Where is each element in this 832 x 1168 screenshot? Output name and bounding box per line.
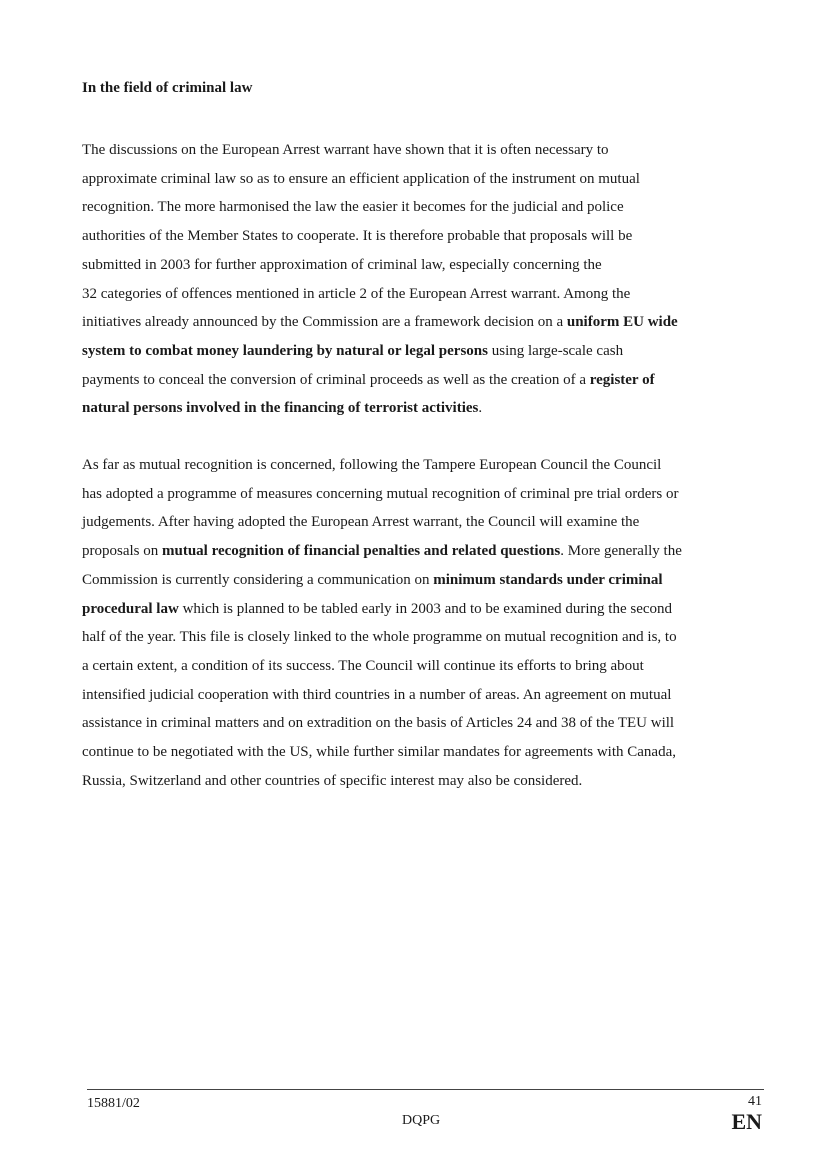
footer-divider [87,1089,764,1090]
bold-phrase: system to combat money laundering by natural or legal persons [82,342,488,359]
text-line: As far as mutual recognition is concerned, following the Tampere European Council the Council [82,457,662,473]
bold-phrase: register of [589,371,655,388]
text-run: initiatives already announced by the Commission are a framework decision on a [82,314,567,331]
text-line: The discussions on the European Arrest warrant have shown that it is often necessary to [82,142,609,158]
text-line [82,337,762,366]
text-line [82,394,762,423]
language-code: EN [731,1109,762,1134]
text-line: assistance in criminal matters and on extradition on the basis of Articles 24 and 38 of the TEU will [82,715,675,732]
text-line: has adopted a programme of measures concerning mutual recognition of criminal pre trial orders or [82,485,679,502]
bold-phrase: natural persons involved in the financing of terrorist activities [82,400,479,417]
text-line: continue to be negotiated with the US, while further similar mandates for agreements with Canada, [82,744,676,761]
document-reference: 15881/02 [87,1096,140,1111]
text-line: a certain extent, a condition of its success. The Council will continue its efforts to bring about [82,657,644,674]
text-line [82,366,762,395]
text-line [82,537,762,566]
page-number: 41 [748,1094,762,1109]
text-run: . More generally the [560,543,682,560]
text-line: submitted in 2003 for further approximation of criminal law, especially concerning the [82,256,602,273]
text-line: judgements. After having adopted the European Arrest warrant, the Council will examine the [82,514,640,531]
text-line [82,595,762,624]
text-line: recognition. The more harmonised the law the easier it becomes for the judicial and police [82,199,624,216]
paragraph-criminal-law-approximation [82,136,762,423]
department-code: DQPG [402,1113,441,1128]
text-run: proposals on [82,543,162,560]
paragraph-mutual-recognition [82,451,762,795]
text-line: approximate criminal law so as to ensure an efficient application of the instrument on mutual [82,170,640,187]
text-run: payments to conceal the conversion of criminal proceeds as well as the creation of a [82,371,590,388]
text-run: which is planned to be tabled early in 2003 and to be examined during the second [178,600,673,617]
section-heading: In the field of criminal law [82,80,253,96]
text-run: Commission is currently considering a communication on [82,571,434,588]
text-run: using large-scale cash [487,342,624,359]
text-line: 32 categories of offences mentioned in article 2 of the European Arrest warrant. Among the [82,285,631,302]
bold-phrase: uniform EU wide [566,314,678,331]
text-line: intensified judicial cooperation with third countries in a number of areas. An agreement on mutual [82,686,672,703]
text-line [82,566,762,595]
bold-phrase: procedural law [82,600,179,617]
text-line: half of the year. This file is closely linked to the whole programme on mutual recognition and is, to [82,629,677,646]
text-line: Russia, Switzerland and other countries of specific interest may also be considered. [82,772,583,789]
text-run: . [478,400,483,417]
bold-phrase: mutual recognition of financial penalties and related questions [162,543,561,560]
text-line [82,308,762,337]
text-line: authorities of the Member States to cooperate. It is therefore probable that proposals will be [82,228,633,245]
bold-phrase: minimum standards under criminal [433,571,663,588]
